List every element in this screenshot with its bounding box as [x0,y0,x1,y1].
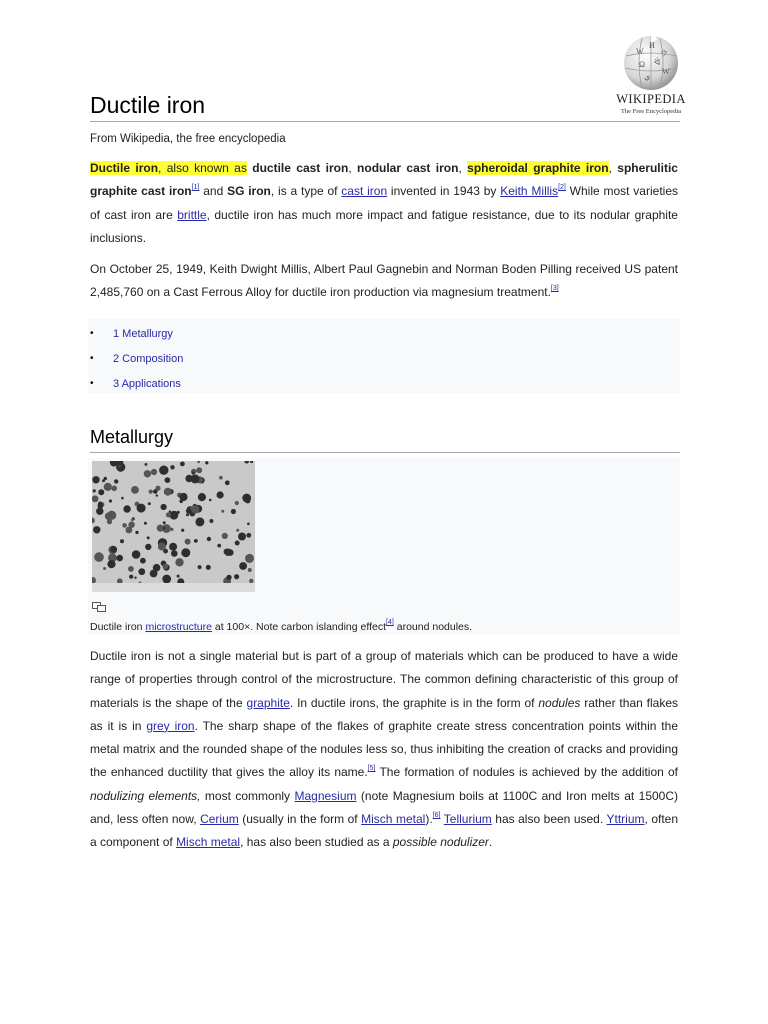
text-segment: , [608,161,618,175]
svg-text:W: W [662,67,670,76]
graphite-nodule [207,537,211,541]
graphite-nodule [131,486,139,494]
site-tagline: From Wikipedia, the free encyclopedia [90,133,286,145]
text-segment: and [199,184,228,199]
graphite-nodule [148,502,151,505]
cast-iron-link[interactable]: cast iron [341,184,388,199]
graphite-nodule [109,499,112,502]
graphite-nodule [206,565,211,570]
section-heading-metallurgy: Metallurgy [90,427,174,447]
graphite-nodule [145,544,151,550]
page-title: Ductile iron [90,92,206,118]
text-segment: invented in 1943 by [387,184,501,199]
graphite-nodule [221,510,224,513]
bullet: • [90,353,94,364]
term-possible-nodulizer: possible nodulizer [392,835,489,850]
graphite-nodule [144,522,147,525]
graphite-nodule [92,476,99,483]
graphite-nodule [151,469,157,475]
misch-metal-link[interactable]: Misch metal [361,812,426,827]
graphite-nodule [192,472,195,475]
graphite-nodule [107,560,115,568]
graphite-nodule [163,521,166,524]
graphite-nodule [191,505,199,513]
microstructure-link[interactable]: microstructure [145,621,212,633]
graphite-nodule [144,470,151,477]
graphite-nodule [185,539,191,545]
graphite-nodule [140,558,146,564]
graphite-nodule [102,479,105,482]
magnesium-link[interactable]: Magnesium [294,788,357,803]
graphite-nodule [135,531,138,534]
graphite-nodule [175,558,183,566]
graphite-nodule [247,523,250,526]
graphite-nodule [132,550,141,559]
graphite-nodule [196,467,202,473]
graphite-nodule [126,527,133,534]
graphite-nodule [147,536,150,539]
svg-text:W: W [636,47,644,56]
graphite-nodule [111,546,118,553]
svg-text:И: И [649,41,655,50]
graphite-nodule [235,501,239,505]
graphite-nodule [245,554,254,563]
text-segment: has also been used. [491,812,607,827]
metallurgy-paragraph [90,645,678,855]
patent-text: On October 25, 1949, Keith Dwight Millis, Albert Paul Gagnebin and Norman Boden Pilling received US patent 2,485,760 on a Cast Ferrous Alloy for ductile iron production via magnesium treatment. [90,262,678,300]
text-segment: , [348,161,358,175]
graphite-nodule [111,486,117,492]
graphite-nodule [239,562,247,570]
graphite-nodule [161,504,167,510]
graphite-nodule [93,526,100,533]
graphite-nodule [181,548,190,557]
term-spheroidal-graphite-iron: spheroidal graphite iron [467,161,609,175]
wikipedia-globe-icon [622,34,680,92]
text-segment: (usually in the form of [238,812,362,827]
term-spherulitic-graphite-cast-iron: spherulitic graphite cast iron [90,161,678,199]
patent-paragraph [90,258,678,305]
text-segment: ). [425,812,433,827]
misch-metal-link-2[interactable]: Misch metal [176,835,241,850]
graphite-nodule [191,474,200,483]
graphite-nodule [98,489,104,495]
graphite-nodule [122,523,127,528]
term-sg-iron: SG iron [227,184,271,199]
graphite-nodule [162,575,171,584]
term-ductile-cast-iron: ductile cast iron [252,161,349,175]
text-segment: While most varieties of cast iron are [90,184,678,222]
reference-5-link[interactable]: [5] [367,765,376,773]
graphite-nodule [205,461,208,464]
graphite-nodule [225,480,230,485]
graphite-nodule [105,512,113,520]
graphite-nodule [194,539,198,543]
graphite-nodule [177,575,180,578]
graphite-nodule [181,529,184,532]
table-of-contents [88,319,680,393]
figure-caption [90,621,472,633]
text-segment: , often a component of [90,812,679,850]
text-segment: , [458,161,468,175]
wikipedia-logo[interactable] [606,30,696,120]
graphite-nodule [169,543,177,551]
toc-link-composition[interactable]: 2 Composition [113,353,184,365]
graphite-nodule [195,517,204,526]
graphite-nodule [242,494,251,503]
text-segment: . In ductile irons, the graphite is in the form of [289,695,539,710]
graphite-nodule [159,466,168,475]
toc-link-applications[interactable]: 3 Applications [113,378,181,390]
text-segment: . [488,835,493,850]
graphite-nodule [145,463,148,466]
brittle-link[interactable]: brittle [177,207,207,222]
text-segment: , has also been studied as a [240,835,393,850]
graphite-nodule [92,495,99,502]
graphite-nodule [249,579,253,583]
graphite-nodule [163,527,166,530]
graphite-nodule [128,566,134,572]
grey-iron-link[interactable]: grey iron [146,718,195,733]
graphite-nodule [137,504,146,513]
text-segment: rather than flakes as it is in [90,695,678,733]
text-segment: Ductile iron is not a single material but is part of a group of materials which can be produced to have a wide range of properties through control of the microstructure. The common defining characteristic of this group of materials is the shape of the [90,649,678,710]
graphite-nodule [120,539,124,543]
reference-1-link[interactable]: [1] [191,184,200,192]
tellurium-link[interactable]: Tellurium [443,812,492,827]
graphite-link[interactable]: graphite [246,695,290,710]
graphite-nodule [94,552,104,562]
graphite-nodule [180,462,185,467]
graphite-nodule [235,541,240,546]
graphite-nodule [170,465,174,469]
figure-box [88,458,680,635]
graphite-nodule [246,533,251,538]
term-nodular-cast-iron: nodular cast iron [357,161,459,175]
svg-text:ウ: ウ [660,49,668,58]
graphite-nodule [209,499,212,502]
text-segment: The formation of nodules is achieved by the addition of [375,765,679,780]
graphite-nodule [156,494,158,496]
graphite-nodule [123,505,130,512]
reference-3-link[interactable]: [3] [550,285,559,293]
graphite-nodule [149,490,153,494]
graphite-nodule [116,555,123,562]
text-segment: around nodules. [393,621,473,633]
graphite-nodule [248,568,252,572]
keith-millis-link[interactable]: Keith Millis [500,184,559,199]
graphite-nodule [226,575,231,580]
enlarge-icon[interactable] [92,602,106,612]
graphite-nodule [131,519,134,522]
graphite-nodule [219,476,223,480]
graphite-nodule [114,479,118,483]
wikipedia-wordmark: WIKIPEDIA [616,92,686,106]
graphite-nodule [129,575,133,579]
term-ductile-iron: Ductile iron [90,161,159,175]
intro-paragraph [90,157,678,250]
graphite-nodule [236,529,239,532]
graphite-nodule [217,544,221,548]
graphite-nodule [98,502,103,507]
graphite-nodule [179,493,187,501]
text-segment: most commonly [200,788,295,803]
svg-text:ي: ي [644,72,651,81]
graphite-nodule [165,477,171,483]
text-segment: , ductile iron has much more impact and fatigue resistance, due to its nodular graphite inclusions. [90,207,678,245]
yttrium-link[interactable]: Yttrium [606,812,645,827]
graphite-nodule [134,577,136,579]
graphite-nodule [163,564,169,570]
bullet: • [90,378,94,389]
microstructure-image[interactable] [92,461,255,592]
reference-2-link[interactable]: [2] [558,184,566,192]
svg-text:Ω: Ω [639,60,645,69]
graphite-nodule [166,512,171,517]
text-segment: , is a type of [270,184,342,199]
graphite-nodule [234,574,239,579]
graphite-nodule [222,533,228,539]
graphite-nodule [186,513,189,516]
wikipedia-tagline: The Free Encyclopedia [620,108,682,115]
text-segment: at 100×. Note carbon islanding effect [211,621,387,633]
svg-text:ᐛ: ᐛ [654,58,661,67]
graphite-nodule [217,491,224,498]
graphite-nodule [103,567,106,570]
graphite-nodule [93,489,96,492]
section-divider [90,452,680,453]
text-segment: . The sharp shape of the flakes of graphite create stress concentration points within the metal matrix and the rounded shape of the nodules less so, thus inhibiting the creation of cracks and providing the enhanced ductility that gives the alloy its name. [90,718,678,780]
graphite-nodule [104,483,112,491]
term-nodules: nodules [538,695,581,710]
text-segment: (note Magnesium boils at 1100C and Iron melts at 1500C) and, less often now, [90,788,679,827]
graphite-nodule [153,564,161,572]
graphite-nodule [153,489,158,494]
graphite-nodule [209,519,213,523]
reference-6-link[interactable]: [6] [432,812,441,820]
graphite-nodule [138,568,145,575]
graphite-nodule [164,488,172,496]
text-segment: Ductile iron [90,621,146,633]
graphite-nodule [231,509,236,514]
graphite-nodule [198,493,206,501]
graphite-nodule [224,549,231,556]
graphite-nodule [238,533,246,541]
title-divider [90,121,680,122]
toc-link-metallurgy[interactable]: 1 Metallurgy [113,328,173,340]
text-segment: , also known as [158,161,247,175]
reference-4-link[interactable]: [4] [386,619,394,626]
graphite-nodule [198,565,202,569]
graphite-nodule [171,550,178,557]
bullet: • [90,328,94,339]
cerium-link[interactable]: Cerium [200,812,239,827]
term-nodulizing-elements: nodulizing elements, [90,788,201,803]
graphite-nodule [121,497,124,500]
graphite-nodule [158,543,166,551]
